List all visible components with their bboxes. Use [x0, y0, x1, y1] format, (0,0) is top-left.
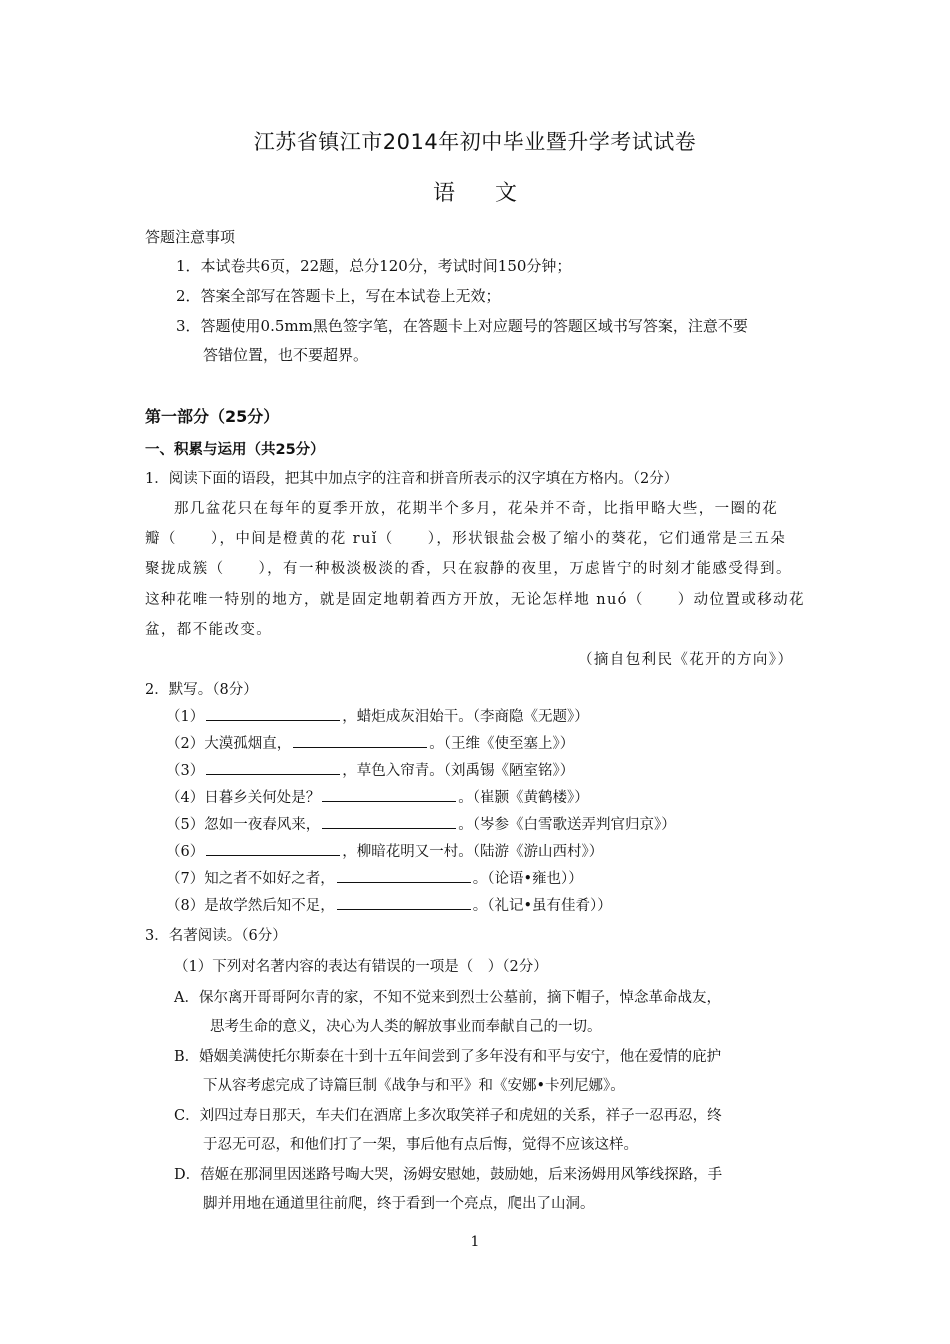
- q3-option-d: D．蓓姬在那洞里因迷路号啕大哭，汤姆安慰她，鼓励她，后来汤姆用风筝线探路，手: [174, 1167, 723, 1183]
- q2-post: ，柳暗花明又一村。（陆游《游山西村》）: [342, 844, 604, 860]
- fill-blank: [322, 787, 456, 802]
- q2-item-3: [166, 759, 574, 780]
- q2-pre: （3）: [166, 763, 205, 779]
- q3-option-a: A．保尔离开哥哥阿尔青的家，不知不觉来到烈士公墓前，摘下帽子，悼念革命战友，: [174, 990, 721, 1006]
- q2-item-4: [166, 786, 589, 807]
- q2-item-7: [166, 867, 583, 888]
- fill-blank: [206, 706, 340, 721]
- q2-pre: （2）大漠孤烟直，: [166, 736, 292, 752]
- q1-text: 聚拢成簇（: [145, 561, 225, 577]
- q2-pre: （5）忽如一夜春风来，: [166, 817, 321, 833]
- q2-pre: （6）: [166, 844, 205, 860]
- fill-blank: [293, 733, 427, 748]
- q2-item-8: [166, 894, 612, 915]
- q1-text: ），中间是橙黄的花 ruǐ（: [210, 531, 394, 547]
- q3-option-c: C．刘四过寿日那天，车夫们在酒席上多次取笑祥子和虎妞的关系，祥子一忍再忍，终: [174, 1108, 722, 1124]
- q2-post: ，蜡炬成灰泪始干。（李商隐《无题》）: [342, 709, 589, 725]
- q2-post: 。（崔颢《黄鹤楼》）: [458, 790, 589, 806]
- q1-text: ），形状银盐会极了缩小的葵花，它们通常是三五朵: [427, 531, 787, 547]
- q1-passage-line: [145, 527, 786, 548]
- q3-option-b: B．婚姻美满使托尔斯泰在十到十五年间尝到了多年没有和平与安宁，他在爱情的庇护: [174, 1049, 722, 1065]
- q1-passage-line: 盆，都不能改变。: [145, 622, 273, 638]
- part-heading: 第一部分（25分）: [145, 407, 280, 426]
- fill-blank: [337, 868, 471, 883]
- q2-pre: （8）是故学然后知不足，: [166, 898, 335, 914]
- notice-heading: 答题注意事项: [145, 228, 236, 246]
- fill-blank: [322, 814, 456, 829]
- q2-item-5: [166, 813, 676, 834]
- q2-post: 。（岑参《白雪歌送弄判官归京》）: [458, 817, 676, 833]
- q1-passage-line: 那几盆花只在每年的夏季开放，花期半个多月，花朵并不奇，比指甲略大些，一圈的花: [174, 501, 779, 517]
- q3-option-d-cont: 脚并用地在通道里往前爬，终于看到一个亮点，爬出了山洞。: [203, 1196, 595, 1212]
- fill-blank: [206, 841, 340, 856]
- q1-stem: 1．阅读下面的语段，把其中加点字的注音和拼音所表示的汉字填在方格内。（2分）: [145, 471, 679, 487]
- q2-pre: （4）日暮乡关何处是？: [166, 790, 321, 806]
- fill-blank: [206, 760, 340, 775]
- q1-text: 这种花唯一特别的地方，就是固定地朝着西方开放，无论怎样地 nuó（: [145, 592, 644, 608]
- notice-item-1: 1．本试卷共6页，22题，总分120分，考试时间150分钟；: [176, 257, 572, 275]
- q2-item-2: [166, 732, 574, 753]
- q1-text: ），有一种极淡极淡的香，只在寂静的夜里，万虑皆宁的时刻才能感受得到。: [258, 561, 792, 577]
- q1-source: （摘自包利民《花开的方向》）: [578, 652, 794, 668]
- notice-item-3-cont: 答错位置，也不要超界。: [203, 346, 369, 364]
- q1-passage-line: [145, 588, 805, 609]
- q2-post: 。（王维《使至塞上》）: [429, 736, 575, 752]
- q3-option-a-cont: 思考生命的意义，决心为人类的解放事业而奉献自己的一切。: [210, 1019, 602, 1035]
- q3-option-c-cont: 于忍无可忍，和他们打了一架，事后他有点后悔，觉得不应该这样。: [203, 1137, 638, 1153]
- q2-pre: （1）: [166, 709, 205, 725]
- fill-blank: [337, 895, 471, 910]
- q2-post: 。（礼记•虽有佳肴））: [472, 898, 612, 914]
- section-heading: 一、积累与运用（共25分）: [145, 442, 325, 458]
- q3-sub1: （1）下列对名著内容的表达有错误的一项是（ ）（2分）: [174, 959, 548, 975]
- subject-title: 语文: [432, 181, 557, 206]
- exam-title: 江苏省镇江市2014年初中毕业暨升学考试试卷: [253, 130, 697, 154]
- notice-item-3: 3．答题使用0.5mm黑色签字笔，在答题卡上对应题号的答题区域书写答案，注意不要: [176, 317, 748, 335]
- q2-item-1: [166, 705, 589, 726]
- q2-post: ，草色入帘青。（刘禹锡《陋室铭》）: [342, 763, 575, 779]
- q1-passage-line: [145, 557, 792, 578]
- q2-pre: （7）知之者不如好之者，: [166, 871, 335, 887]
- q2-post: 。（论语•雍也））: [472, 871, 583, 887]
- q1-text: 瓣（: [145, 531, 177, 547]
- page-number: 1: [470, 1234, 480, 1250]
- q2-stem: 2．默写。（8分）: [145, 682, 258, 698]
- notice-item-2: 2．答案全部写在答题卡上，写在本试卷上无效；: [176, 287, 501, 305]
- q2-item-6: [166, 840, 603, 861]
- q1-text: ）动位置或移动花: [677, 592, 805, 608]
- q3-option-b-cont: 下从容考虑完成了诗篇巨制《战争与和平》和《安娜•卡列尼娜》。: [203, 1078, 625, 1094]
- q3-stem: 3．名著阅读。（6分）: [145, 928, 287, 944]
